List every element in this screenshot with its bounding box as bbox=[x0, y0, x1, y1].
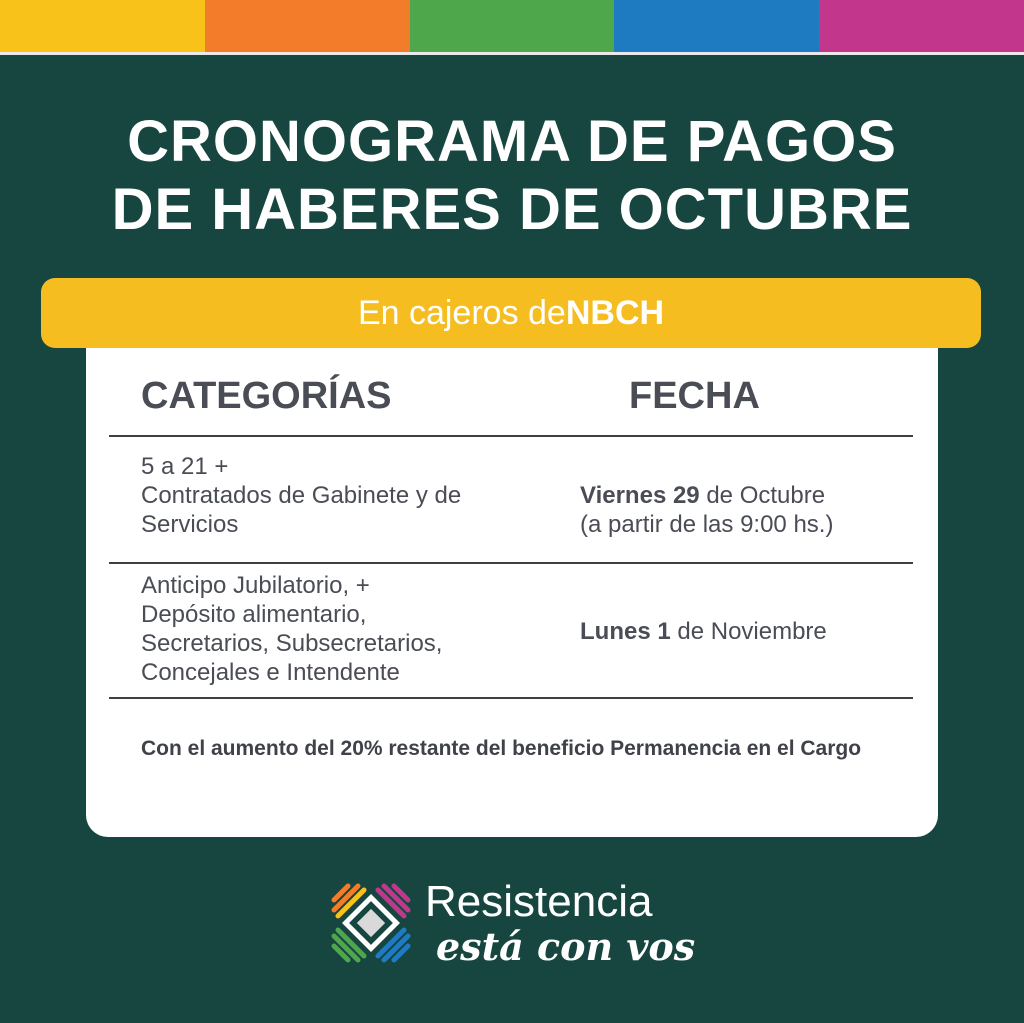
row-2-date bbox=[580, 617, 827, 646]
title-line-1: CRONOGRAMA DE PAGOS bbox=[127, 109, 897, 174]
banner-bank-name: NBCH bbox=[565, 294, 665, 332]
brand-tagline: está con vos bbox=[436, 924, 696, 969]
page-title bbox=[0, 108, 1024, 244]
header-date: FECHA bbox=[629, 375, 760, 417]
row-2-date-line bbox=[580, 617, 827, 646]
row-2-date-day: Lunes 1 bbox=[580, 618, 671, 645]
row-divider bbox=[109, 697, 913, 699]
row-1-date bbox=[580, 481, 833, 539]
row-1-date-month: de Octubre bbox=[699, 482, 826, 509]
row-2-category-line: Concejales e Intendente bbox=[141, 659, 400, 686]
title-line-2: DE HABERES DE OCTUBRE bbox=[111, 177, 913, 242]
stripe-magenta bbox=[819, 0, 1024, 52]
row-1-date-note: (a partir de las 9:00 hs.) bbox=[580, 511, 834, 538]
row-2-category-line: Anticipo Jubilatorio, + bbox=[141, 572, 370, 599]
row-2-category-line: Depósito alimentario, bbox=[141, 601, 367, 628]
stripe-green bbox=[410, 0, 615, 52]
row-1-category-line: 5 a 21 + bbox=[141, 453, 229, 480]
row-1-category-line: Contratados de Gabinete y de bbox=[141, 482, 462, 509]
row-1-categories bbox=[141, 452, 461, 539]
row-2-category-line: Secretarios, Subsecretarios, bbox=[141, 630, 443, 657]
row-2-date-month: de Noviembre bbox=[670, 618, 827, 645]
footnote: Con el aumento del 20% restante del beneficio Permanencia en el Cargo bbox=[141, 737, 862, 760]
header-categories: CATEGORÍAS bbox=[141, 375, 392, 417]
stripe-yellow bbox=[0, 0, 205, 52]
banner-prefix: En cajeros de bbox=[357, 294, 566, 332]
stripe-orange bbox=[205, 0, 410, 52]
row-1-date-day: Viernes 29 bbox=[580, 482, 700, 509]
woven-diamond-logo-icon bbox=[330, 882, 412, 964]
header-divider bbox=[109, 435, 913, 437]
row-1-category-line: Servicios bbox=[141, 511, 239, 538]
stripe-divider bbox=[0, 52, 1024, 55]
row-2-categories bbox=[141, 571, 442, 687]
row-divider bbox=[109, 562, 913, 564]
row-1-date-line bbox=[580, 481, 833, 510]
color-stripe-bar bbox=[0, 0, 1024, 52]
atm-banner bbox=[41, 278, 981, 348]
brand-name: Resistencia bbox=[425, 877, 653, 926]
stripe-blue bbox=[614, 0, 819, 52]
